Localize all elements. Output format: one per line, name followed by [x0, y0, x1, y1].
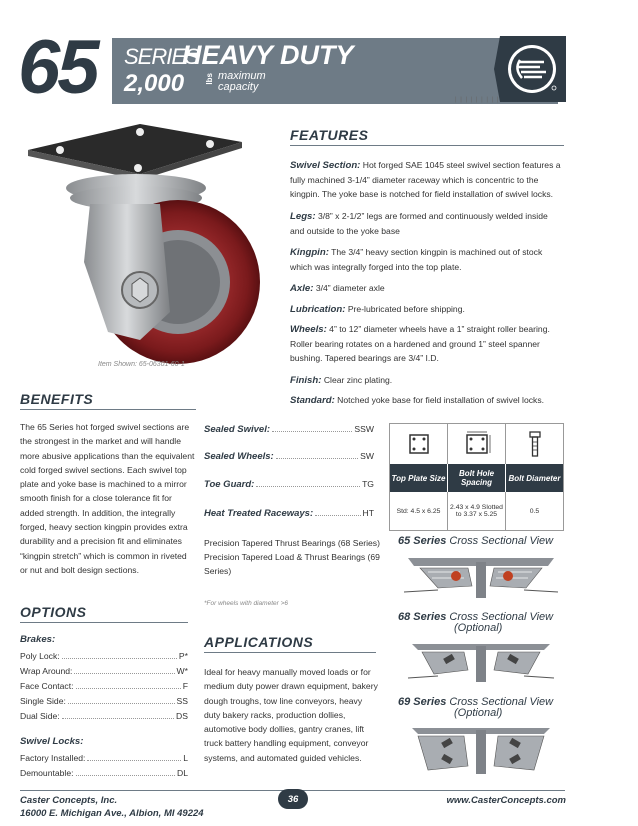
sealed-wheels-row: [204, 451, 374, 462]
feature-item: [290, 245, 562, 274]
cross-section-68-diagram: [398, 636, 564, 691]
spec-value: Std: 4.5 x 6.25: [390, 492, 448, 530]
option-row: [20, 681, 188, 691]
seal-code: HT: [362, 508, 374, 518]
benefits-heading: BENEFITS: [20, 391, 196, 410]
option-code: SS: [176, 696, 188, 706]
spec-header-row: [390, 464, 563, 492]
spec-header: Bolt Hole Spacing: [448, 464, 506, 492]
cs-series: 65 Series: [398, 535, 447, 547]
cs-label: Cross Sectional View: [449, 696, 554, 708]
page-title: HEAVY DUTY: [182, 40, 354, 70]
page-number: 36: [278, 789, 308, 809]
feature-label: Wheels:: [290, 324, 327, 335]
spec-icons: [390, 424, 563, 464]
toe-guard-row: [204, 479, 374, 490]
option-code: W*: [176, 666, 188, 676]
feature-text: Clear zinc plating.: [321, 375, 393, 385]
feature-label: Legs:: [290, 211, 316, 222]
bolt-diameter-icon: [506, 424, 563, 464]
cross-section-65-diagram: [398, 552, 564, 607]
wheel-note: *For wheels with diameter >6: [204, 600, 288, 607]
feature-label: Lubrication:: [290, 304, 346, 315]
spec-value: 2.43 x 4.9 Slotted to 3.37 x 5.25: [448, 492, 506, 530]
cross-section-sub-68: (Optional): [454, 622, 503, 634]
options-heading: OPTIONS: [20, 604, 188, 623]
applications-heading: APPLICATIONS: [204, 634, 376, 653]
capacity-unit: lbs: [205, 73, 214, 85]
feature-text: 3/8” x 2-1/2” legs are formed and continuously welded inside and outside to the yoke base: [290, 211, 548, 236]
caster-wheel-photo: [20, 112, 268, 374]
feature-label: Finish:: [290, 375, 322, 386]
option-row: [20, 651, 188, 661]
precision-line-1: Precision Tapered Thrust Bearings (68 Series): [204, 538, 380, 548]
option-row: [20, 696, 188, 706]
spec-value: 0.5: [529, 507, 540, 515]
capacity-value: 2,000: [124, 70, 185, 97]
capacity-label-2: capacity: [218, 81, 259, 93]
seal-code: SW: [360, 451, 374, 461]
feature-text: 3/4” diameter axle: [313, 283, 385, 293]
option-label: Demountable:: [20, 768, 74, 778]
cross-section-sub-69: (Optional): [454, 707, 503, 719]
spec-value-row: [390, 492, 563, 530]
spec-table: [389, 423, 564, 531]
option-label: Single Side:: [20, 696, 66, 706]
ruler-ticks: | | | | | | | | |: [455, 97, 500, 103]
feature-label: Kingpin:: [290, 247, 329, 258]
feature-text: The 3/4” heavy section kingpin is machined out of stock which was integrally forged into the top plate.: [290, 247, 543, 272]
applications-text: Ideal for heavy manually moved loads or for medium duty power drawn equipment, bakery dough troughs, tow line conveyors, heavy duty bakery racks, production dollies, automotive body dollies, gantry cranes, lift truck battery handling equipment, conveyor systems, and automated guided vehicles.: [204, 667, 378, 763]
seal-label: Heat Treated Raceways:: [204, 508, 314, 519]
seal-label: Sealed Wheels:: [204, 451, 274, 462]
option-label: Face Contact:: [20, 681, 74, 691]
cs-label: Cross Sectional View: [449, 611, 554, 623]
option-label: Dual Side:: [20, 711, 60, 721]
feature-text: Pre-lubricated before shipping.: [345, 304, 465, 314]
features-heading: FEATURES: [290, 127, 564, 146]
feature-item: [290, 281, 562, 296]
series-word: SERIES: [124, 44, 199, 69]
top-plate-icon: [390, 424, 448, 464]
seal-code: SSW: [354, 424, 374, 434]
option-row: [20, 768, 188, 778]
option-code: F: [182, 681, 188, 691]
option-row: [20, 666, 188, 676]
seal-code: TG: [362, 479, 374, 489]
sealed-swivel-row: [204, 424, 374, 435]
footer-company: Caster Concepts, Inc.: [20, 795, 118, 806]
feature-label: Axle:: [290, 283, 314, 294]
cs-series: 68 Series: [398, 611, 447, 623]
feature-item: [290, 393, 562, 408]
spec-header: Top Plate Size: [390, 464, 448, 492]
heat-treated-row: [204, 508, 374, 519]
precision-bearings: [204, 536, 380, 578]
option-label: Poly Lock:: [20, 651, 60, 661]
option-code: DL: [177, 768, 188, 778]
bolt-spacing-icon: [448, 424, 506, 464]
benefits-text: The 65 Series hot forged swivel sections are the strongest in the market and will handle more abusive applications than the equivalent cold forged swivel sections. Each swivel top plate and yoke base is machined to a mirror smooth finish for a close tolerance fit for added strength. In addition, the integrally forged, heavy section kingpin provides extra durability and a precision fit and eliminates “kingpin stretch” which is common in riveted or nut and bolt design sections.: [20, 422, 195, 575]
seal-label: Sealed Swivel:: [204, 424, 271, 435]
cross-section-69-diagram: [398, 722, 564, 783]
feature-text: Notched yoke base for field installation of swivel locks.: [334, 395, 544, 405]
feature-item: [290, 302, 562, 317]
cs-label: Cross Sectional View: [449, 535, 554, 547]
option-label: Wrap Around:: [20, 666, 73, 676]
option-code: P*: [178, 651, 188, 661]
photo-caption: Item Shown: 65-06301-60-1: [98, 361, 185, 368]
option-code: L: [183, 753, 188, 763]
cross-section-title-65: [398, 535, 553, 547]
feature-item: [290, 158, 562, 201]
footer-url[interactable]: www.CasterConcepts.com: [446, 795, 566, 806]
caster-concepts-logo-icon: [494, 36, 566, 102]
series-number: 65: [18, 25, 97, 110]
precision-line-2: Precision Tapered Load & Thrust Bearings (69 Series): [204, 552, 380, 576]
feature-item: [290, 209, 562, 238]
option-label: Factory Installed:: [20, 753, 86, 763]
cs-series: 69 Series: [398, 696, 447, 708]
feature-text: 4” to 12” diameter wheels have a 1” straight roller bearing. Roller bearing rotates on a hardened and ground 1” steel spanner bushing. Tapered bearings are 3/4” I.D.: [290, 324, 550, 363]
feature-item: [290, 322, 562, 365]
capacity-label-1: maximum: [218, 70, 266, 82]
seal-label: Toe Guard:: [204, 479, 255, 490]
feature-item: [290, 373, 562, 388]
capacity-label: [218, 71, 266, 93]
brakes-heading: Brakes:: [20, 634, 56, 645]
spec-header: Bolt Diameter: [508, 473, 561, 483]
swivel-locks-heading: Swivel Locks:: [20, 736, 84, 747]
feature-text: Hot forged SAE 1045 steel swivel section features a fully machined 3-1/4” diameter raceway which is concentric to the kingpin. The yoke base is notched for field installation of swivel locks.: [290, 160, 561, 199]
option-code: DS: [176, 711, 188, 721]
option-row: [20, 753, 188, 763]
footer-address: 16000 E. Michigan Ave., Albion, MI 49224: [20, 808, 204, 819]
feature-label: Swivel Section:: [290, 160, 361, 171]
option-row: [20, 711, 188, 721]
feature-label: Standard:: [290, 395, 335, 406]
